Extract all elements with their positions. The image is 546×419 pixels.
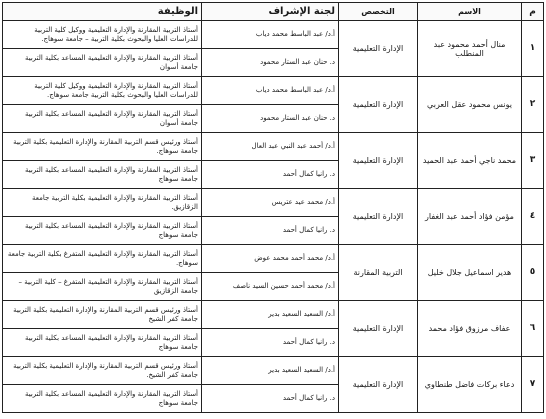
supervisor-job: أستاذ التربية المقارنة والإدارة التعليمية المتفرغ بكلية التربية جامعة سوهاج. (3, 245, 202, 273)
row-number: ٤ (522, 189, 544, 245)
specialization: التربية المقارنة (339, 245, 418, 301)
row-number: ٢ (522, 77, 544, 133)
row-number: ٥ (522, 245, 544, 301)
table-row (3, 301, 544, 329)
supervisor-job: أستاذ التربية المقارنة والإدارة التعليمية المساعد بكلية التربية جامعة سوهاج (3, 161, 202, 189)
supervisor-name: د. رانيا كمال أحمد (202, 385, 339, 413)
row-number: ٧ (522, 357, 544, 413)
specialization: الإدارة التعليمية (339, 77, 418, 133)
supervisor-name: أ.د/ محمد أحمد محمد عوض (202, 245, 339, 273)
header-specialization: التخصص (339, 3, 418, 21)
supervisor-name: أ.د/ محمد أحمد حسين السيد ناصف (202, 273, 339, 301)
student-name: محمد ناجي أحمد عبد الحميد (418, 133, 522, 189)
table-row (3, 133, 544, 161)
row-number: ٣ (522, 133, 544, 189)
supervisor-name: د. حنان عبد الستار محمود (202, 49, 339, 77)
supervisor-job: أستاذ ورئيس قسم التربية المقارنة والإدارة التعليمية بكلية التربية جامعة كفر الشيخ. (3, 357, 202, 385)
specialization: الإدارة التعليمية (339, 301, 418, 357)
supervisor-name: د. حنان عبد الستار محمود (202, 105, 339, 133)
row-number: ١ (522, 21, 544, 77)
supervisor-name: د. رانيا كمال أحمد (202, 217, 339, 245)
supervisor-job: أستاذ التربية المقارنة والإدارة التعليمية بكلية التربية جامعة الزقازيق. (3, 189, 202, 217)
student-name: مؤمن فؤاد أحمد عبد الغفار (418, 189, 522, 245)
row-number: ٦ (522, 301, 544, 357)
specialization: الإدارة التعليمية (339, 189, 418, 245)
supervisor-job: أستاذ التربية المقارنة والإدارة التعليمية المساعد بكلية التربية جامعة سوهاج (3, 385, 202, 413)
table-header-row (3, 3, 544, 21)
supervisor-job: أستاذ التربية المقارنة والإدارة التعليمية المساعد بكلية التربية جامعة أسوان (3, 105, 202, 133)
supervisor-job: أستاذ التربية المقارنة والإدارة التعليمية المساعد بكلية التربية جامعة سوهاج (3, 329, 202, 357)
supervisor-name: أ.د/ عبد الباسط محمد دياب (202, 21, 339, 49)
student-name: عفاف مرزوق فؤاد محمد (418, 301, 522, 357)
table-row (3, 357, 544, 385)
supervisor-job: أستاذ التربية المقارنة والإدارة التعليمية المتفرغ – كلية التربية – جامعة الزقازيق (3, 273, 202, 301)
specialization: الإدارة التعليمية (339, 357, 418, 413)
header-name: الاسم (418, 3, 522, 21)
supervision-table (2, 2, 544, 413)
supervisor-name: أ.د/ أحمد عبد النبي عبد العال (202, 133, 339, 161)
table-row (3, 245, 544, 273)
table-row (3, 189, 544, 217)
student-name: يونس محمود عقل العربي (418, 77, 522, 133)
student-name: منال أحمد محمود عبد المنطلب (418, 21, 522, 77)
supervisor-job: أستاذ التربية المقارنة والإدارة التعليمية ووكيل كلية التربية للدراسات العليا والبحوث بكلية التربية – جامعة سوهاج. (3, 21, 202, 49)
supervisor-name: أ.د/ عبد الباسط محمد دياب (202, 77, 339, 105)
header-job: الوظيفة (3, 3, 202, 21)
supervisor-name: أ.د/ السعيد السعيد بدير (202, 357, 339, 385)
supervisor-name: د. رانيا كمال أحمد (202, 161, 339, 189)
specialization: الإدارة التعليمية (339, 133, 418, 189)
supervisor-name: د. رانيا كمال أحمد (202, 329, 339, 357)
table-row (3, 21, 544, 49)
student-name: هدير اسماعيل جلال خليل (418, 245, 522, 301)
supervisor-name: أ.د/ السعيد السعيد بدير (202, 301, 339, 329)
supervisor-job: أستاذ ورئيس قسم التربية المقارنة والإدارة التعليمية بكلية التربية جامعة كفر الشيخ (3, 301, 202, 329)
student-name: دعاء بركات فاضل طنطاوي (418, 357, 522, 413)
supervisor-job: أستاذ ورئيس قسم التربية المقارنة والإدارة التعليمية بكلية التربية جامعة سوهاج. (3, 133, 202, 161)
specialization: الإدارة التعليمية (339, 21, 418, 77)
table-row (3, 77, 544, 105)
document-page (2, 2, 544, 414)
header-m: م (522, 3, 544, 21)
supervisor-job: أستاذ التربية المقارنة والإدارة التعليمية المساعد بكلية التربية جامعة أسوان (3, 49, 202, 77)
supervisor-job: أستاذ التربية المقارنة والإدارة التعليمية ووكيل كلية التربية للدراسات العليا والبحوث بكلية التربية جامعة سوهاج. (3, 77, 202, 105)
supervisor-name: أ.د/ محمد عيد عتريس (202, 189, 339, 217)
header-supervision: لجنة الإشراف (202, 3, 339, 21)
supervisor-job: أستاذ التربية المقارنة والإدارة التعليمية المساعد بكلية التربية جامعة سوهاج (3, 217, 202, 245)
